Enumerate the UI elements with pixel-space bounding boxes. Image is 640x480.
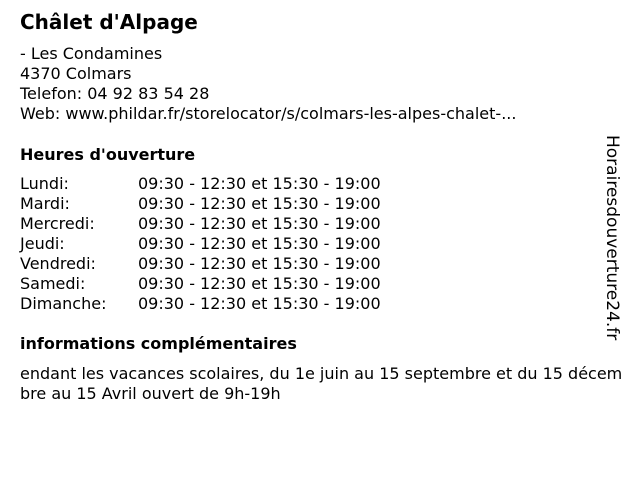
- hours-table: [20, 174, 381, 314]
- hours-row: [20, 294, 381, 314]
- hours-row: [20, 254, 381, 274]
- hours-row: [20, 194, 381, 214]
- store-name: Châlet d'Alpage: [20, 10, 198, 34]
- hours-day: Mardi:: [20, 194, 70, 213]
- hours-row: [20, 214, 381, 234]
- phone-number: Telefon: 04 92 83 54 28: [20, 84, 210, 103]
- address-street: - Les Condamines: [20, 44, 163, 63]
- store-address-block: [20, 44, 516, 124]
- hours-time: 09:30 - 12:30 et 15:30 - 19:00: [138, 234, 381, 253]
- hours-day: Jeudi:: [20, 234, 65, 253]
- site-brand-watermark: Horairesdouverture24.fr: [602, 135, 622, 341]
- info-text: endant les vacances scolaires, du 1e juin au 15 septembre et du 15 décembre au 15 Avril ouvert de 9h-19h: [20, 364, 623, 403]
- hours-time: 09:30 - 12:30 et 15:30 - 19:00: [138, 194, 381, 213]
- hours-day: Samedi:: [20, 274, 86, 293]
- hours-title: Heures d'ouverture: [20, 145, 196, 164]
- hours-day: Dimanche:: [20, 294, 107, 313]
- hours-time: 09:30 - 12:30 et 15:30 - 19:00: [138, 214, 381, 233]
- address-city: 4370 Colmars: [20, 64, 132, 83]
- website-link[interactable]: Web: www.phildar.fr/storelocator/s/colmars-les-alpes-chalet-...: [20, 104, 517, 123]
- hours-day: Lundi:: [20, 174, 69, 193]
- hours-time: 09:30 - 12:30 et 15:30 - 19:00: [138, 254, 381, 273]
- hours-row: [20, 274, 381, 294]
- hours-time: 09:30 - 12:30 et 15:30 - 19:00: [138, 274, 381, 293]
- hours-day: Mercredi:: [20, 214, 95, 233]
- hours-day: Vendredi:: [20, 254, 96, 273]
- info-title: informations complémentaires: [20, 334, 297, 353]
- hours-time: 09:30 - 12:30 et 15:30 - 19:00: [138, 174, 381, 193]
- hours-time: 09:30 - 12:30 et 15:30 - 19:00: [138, 294, 381, 313]
- hours-row: [20, 174, 381, 194]
- hours-row: [20, 234, 381, 254]
